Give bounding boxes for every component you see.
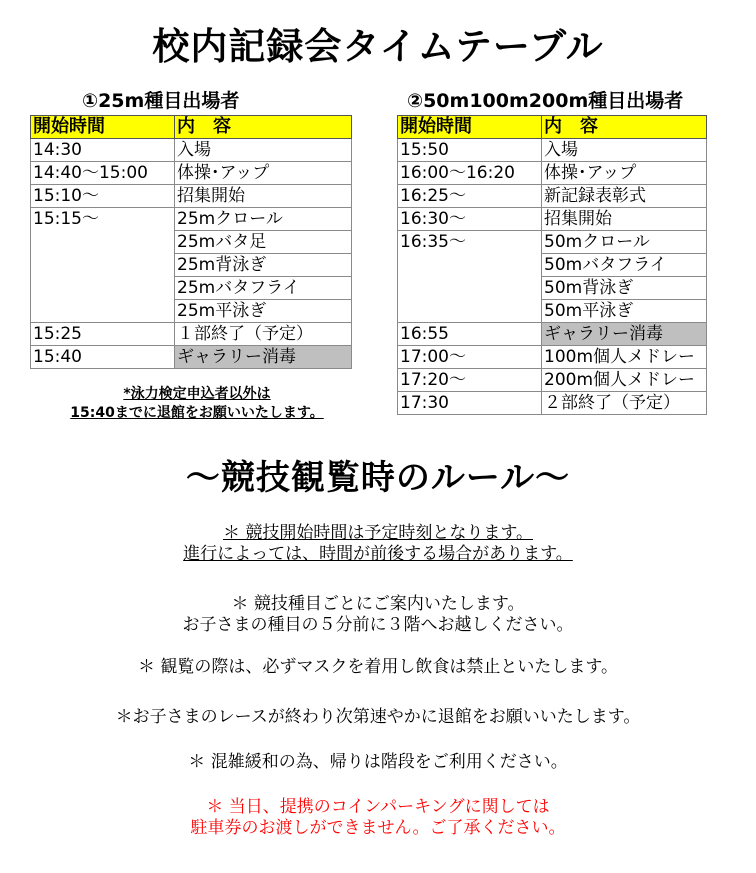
timetable-section2 [397, 115, 707, 415]
rule-line: ＊お子さまのレースが終わり次第速やかに退館をお願いいたします。 [115, 707, 641, 727]
content-cell: 50mクロール [542, 231, 707, 254]
page-title: 校内記録会タイムテーブル [152, 25, 604, 68]
table-row [31, 139, 352, 162]
content-cell: １部終了（予定） [175, 323, 352, 346]
content-cell: 招集開始 [175, 185, 352, 208]
rule-item [0, 657, 756, 678]
table-row [398, 346, 707, 369]
content-cell: 25mクロール [175, 208, 352, 231]
content-cell: 入場 [542, 139, 707, 162]
content-cell: 入場 [175, 139, 352, 162]
table-header-row [398, 116, 707, 139]
time-cell: 15:25 [31, 323, 175, 346]
time-cell: 14:40～15:00 [31, 162, 175, 185]
table-row [398, 323, 707, 346]
rule-line: ＊ 観覧の際は、必ずマスクを着用し飲食は禁止といたします。 [137, 657, 619, 677]
content-cell: 50m背泳ぎ [542, 277, 707, 300]
table-row [398, 208, 707, 231]
time-cell: 16:35～ [398, 231, 542, 323]
time-cell: 16:55 [398, 323, 542, 346]
content-cell: 50m平泳ぎ [542, 300, 707, 323]
rule-line: 進行によっては、時間が前後する場合があります。 [183, 544, 573, 564]
rule-line: 駐車券のお渡しができません。ご了承ください。 [190, 818, 566, 838]
rule-item [0, 594, 756, 636]
time-cell: 16:25～ [398, 185, 542, 208]
parking-warning [0, 797, 756, 839]
table-row [31, 162, 352, 185]
content-cell: 25mバタフライ [175, 277, 352, 300]
content-cell: 100m個人メドレー [542, 346, 707, 369]
rule-line: お子さまの種目の５分前に３階へお越しください。 [182, 615, 574, 635]
content-cell-highlighted: ギャラリー消毒 [542, 323, 707, 346]
content-cell: 25m平泳ぎ [175, 300, 352, 323]
rule-item [0, 523, 756, 565]
table-header-row [31, 116, 352, 139]
time-cell: 16:30～ [398, 208, 542, 231]
header-start-time: 開始時間 [398, 116, 542, 139]
section1-heading: ①25m種目出場者 [82, 90, 240, 112]
table-row [31, 323, 352, 346]
time-cell: 17:00～ [398, 346, 542, 369]
rules-title: ～競技観覧時のルール～ [185, 458, 571, 498]
content-cell: 50mバタフライ [542, 254, 707, 277]
content-cell-highlighted: ギャラリー消毒 [175, 346, 352, 369]
section2-heading: ②50m100m200m種目出場者 [407, 90, 684, 112]
header-content: 内 容 [542, 116, 707, 139]
time-cell: 15:15～ [31, 208, 175, 323]
time-cell: 15:50 [398, 139, 542, 162]
table-row [398, 162, 707, 185]
time-cell: 14:30 [31, 139, 175, 162]
exit-notice [30, 385, 364, 423]
table-row [398, 369, 707, 392]
time-cell: 15:40 [31, 346, 175, 369]
table-row [398, 139, 707, 162]
content-cell: ２部終了（予定） [542, 392, 707, 415]
table-row [398, 185, 707, 208]
content-cell: 新記録表彰式 [542, 185, 707, 208]
exit-notice-line: 15:40までに退館をお願いいたします。 [70, 405, 324, 421]
content-cell: 25m背泳ぎ [175, 254, 352, 277]
content-cell: 体操･アップ [542, 162, 707, 185]
timetable-section1 [30, 115, 352, 369]
table-row [31, 208, 352, 231]
header-content: 内 容 [175, 116, 352, 139]
content-cell: 体操･アップ [175, 162, 352, 185]
content-cell: 25mバタ足 [175, 231, 352, 254]
content-cell: 招集開始 [542, 208, 707, 231]
rule-line: ＊ 当日、提携のコインパーキングに関しては [206, 797, 550, 817]
header-start-time: 開始時間 [31, 116, 175, 139]
table-row [398, 231, 707, 254]
rule-line: ＊ 混雑緩和の為、帰りは階段をご利用ください。 [188, 752, 568, 772]
rule-line: ＊ 競技種目ごとにご案内いたします。 [231, 594, 525, 614]
rule-item [0, 707, 756, 728]
exit-notice-line: *泳力検定申込者以外は [123, 386, 271, 402]
table-row [398, 392, 707, 415]
table-row [31, 185, 352, 208]
time-cell: 17:20～ [398, 369, 542, 392]
time-cell: 15:10～ [31, 185, 175, 208]
content-cell: 200m個人メドレー [542, 369, 707, 392]
rule-item [0, 752, 756, 773]
rule-line: ＊ 競技開始時間は予定時刻となります。 [222, 523, 534, 543]
time-cell: 17:30 [398, 392, 542, 415]
time-cell: 16:00～16:20 [398, 162, 542, 185]
table-row [31, 346, 352, 369]
